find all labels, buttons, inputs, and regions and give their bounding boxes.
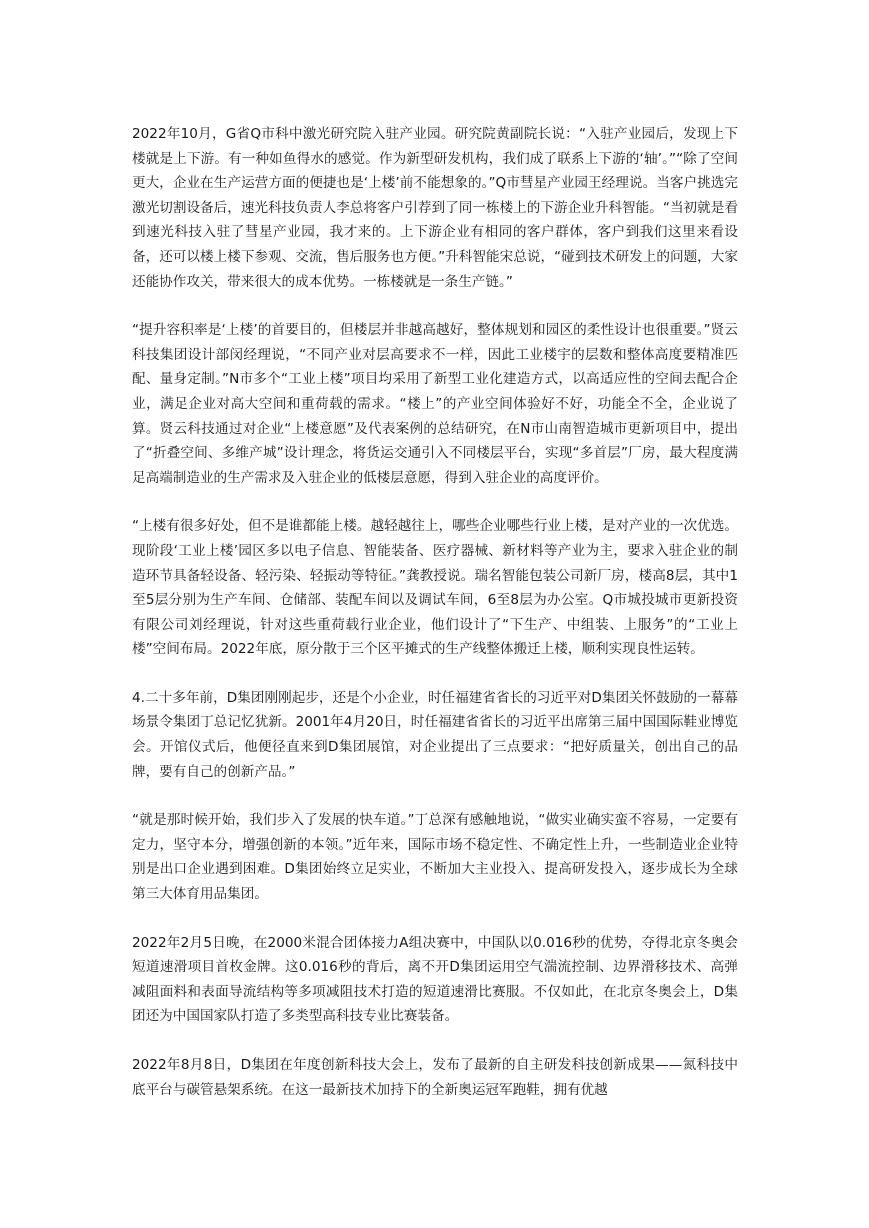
paragraph-development-fast-lane: “就是那时候开始，我们步入了发展的快车道。”丁总深有感触地说，“做实业确实蛮不容易，一定要有定力，坚守本分，增强创新的本领。”近年来，国际市场不稳定性、不确定性上升，一些制造业企业特别是出口企业遇到困难。D集团始终立足实业，不断加大主业投入、提高研发投入，逐步成长为全球第三大体育用品集团。 [132, 812, 738, 903]
paragraph-innovation-conference: 2022年8月8日，D集团在年度创新科技大会上，发布了最新的自主研发科技创新成果——氮科技中底平台与碳管悬架系统。在这一最新技术加持下的全新奥运冠军跑鞋，拥有优越 [132, 1057, 738, 1098]
paragraph-spacer [132, 784, 738, 808]
paragraph-spacer [132, 490, 738, 514]
document-body [132, 122, 738, 1102]
paragraph-enterprise-selection: “上楼有很多好处，但不是谁都能上楼。越轻越往上，哪些企业哪些行业上楼，是对产业的一次优选。现阶段‘工业上楼’园区多以电子信息、智能装备、医疗器械、新材料等产业为主，要求入驻企业的制造环节具备轻设备、轻污染、轻振动等特征。”龚教授说。瑞名智能包装公司新厂房，楼高8层，其中1至5层分别为生产车间、仓储部、装配车间以及调试车间，6至8层为办公室。Q市城投城市更新投资有限公司刘经理说，针对这些重荷载行业企业，他们设计了“下生产、中组装、上服务”的“工业上楼”空间布局。2022年底，原分散于三个区平摊式的生产线整体搬迁上楼，顺利实现良性运转。 [132, 518, 738, 658]
paragraph-d-group-history: 4.二十多年前，D集团刚刚起步，还是个小企业，时任福建省省长的习近平对D集团关怀鼓励的一幕幕场景令集团丁总记忆犹新。2001年4月20日，时任福建省省长的习近平出席第三届中国国际鞋业博览会。开馆仪式后，他便径直来到D集团展馆，对企业提出了三点要求：“把好质量关，创出自己的品牌，要有自己的创新产品。” [132, 689, 738, 780]
paragraph-spacer [132, 907, 738, 931]
paragraph-spacer [132, 294, 738, 318]
paragraph-floor-design: “提升容积率是‘上楼’的首要目的，但楼层并非越高越好，整体规划和园区的柔性设计也很重要。”贤云科技集团设计部闵经理说，“不同产业对层高要求不一样，因此工业楼宇的层数和整体高度要精准匹配、量身定制。”N市多个“工业上楼”项目均采用了新型工业化建造方式，以高适应性的空间去配合企业，满足企业对高大空间和重荷载的需求。“楼上”的产业空间体验好不好，功能全不全，企业说了算。贤云科技通过对企业“上楼意愿”及代表案例的总结研究，在N市山南智造城市更新项目中，提出了“折叠空间、多维产城”设计理念，将货运交通引入不同楼层平台，实现“多首层”厂房，最大程度满足高端制造业的生产需求及入驻企业的低楼层意愿，得到入驻企业的高度评价。 [132, 322, 738, 486]
paragraph-winter-olympics: 2022年2月5日晚，在2000米混合团体接力A组决赛中，中国队以0.016秒的优势，夺得北京冬奥会短道速滑项目首枚金牌。这0.016秒的背后，离不开D集团运用空气湍流控制、边界滑移技术、高弹减阻面料和表面导流结构等多项减阻技术打造的短道速滑比赛服。不仅如此，在北京冬奥会上，D集团还为中国国家队打造了多类型高科技专业比赛装备。 [132, 934, 738, 1025]
paragraph-spacer [132, 662, 738, 686]
paragraph-industrial-park: 2022年10月，G省Q市科中激光研究院入驻产业园。研究院黄副院长说：“入驻产业园后，发现上下楼就是上下游。有一种如鱼得水的感觉。作为新型研发机构，我们成了联系上下游的‘轴’。”“除了空间更大，企业在生产运营方面的便捷也是‘上楼’前不能想象的。”Q市彗星产业园王经理说。当客户挑选完激光切割设备后，速光科技负责人李总将客户引荐到了同一栋楼上的下游企业升科智能。“当初就是看到速光科技入驻了彗星产业园，我才来的。上下游企业有相同的客户群体，客户到我们这里来看设备，还可以楼上楼下参观、交流，售后服务也方便。”升科智能宋总说，“碰到技术研发上的问题，大家还能协作攻关，带来很大的成本优势。一栋楼就是一条生产链。” [132, 126, 738, 290]
paragraph-spacer [132, 1029, 738, 1053]
